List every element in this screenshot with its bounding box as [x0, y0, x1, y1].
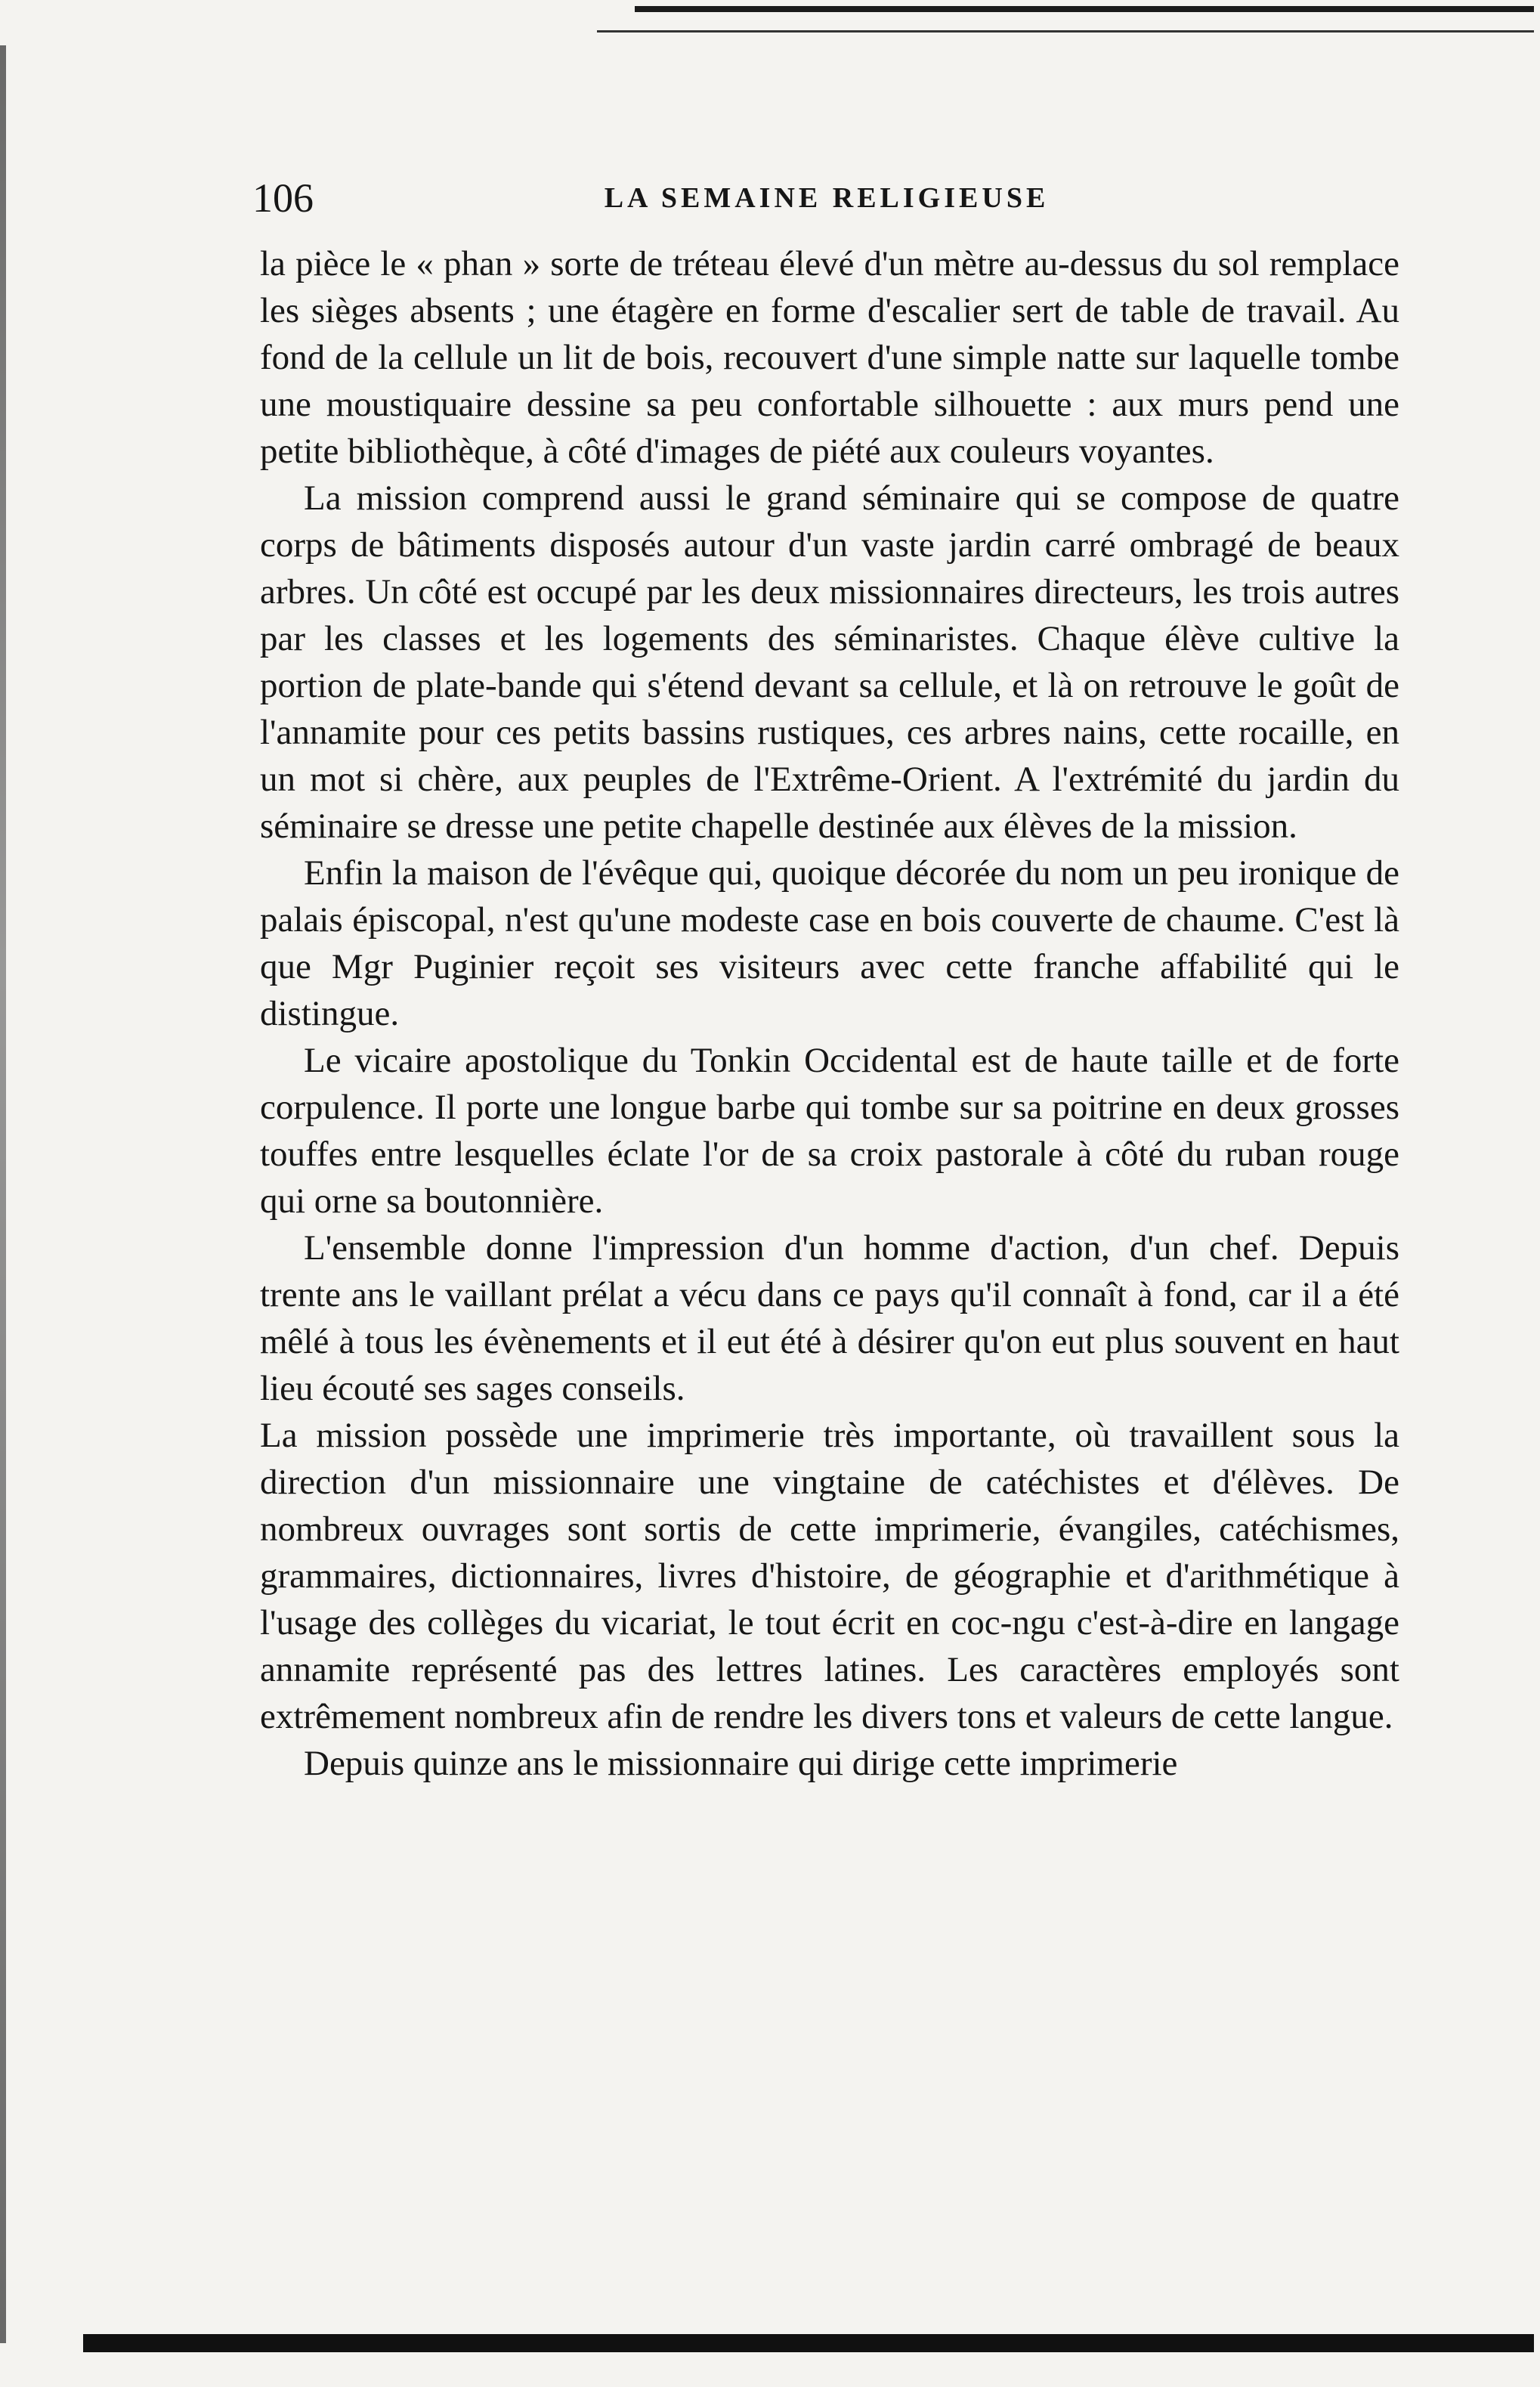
paragraph-depuis: Depuis quinze ans le missionnaire qui dirige cette imprimerie: [304, 1744, 1178, 1783]
paragraph-continuation: la pièce le « phan » sorte de tréteau élevé d'un mètre au-dessus du sol remplace les sièges absents ; une étagère en forme d'escalier sert de table de travail. Au fond de la cellule un lit de bois, recouvert d'une simple natte sur laquelle tombe une moustiquaire dessine sa peu confortable silhouette : aux murs pend une petite bibliothèque, à côté d'images de piété aux couleurs voyantes.: [260, 244, 1399, 471]
paragraph-maison-eveque: Enfin la maison de l'évêque qui, quoique décorée du nom un peu ironique de palais épiscopal, n'est qu'une modeste case en bois couverte de chaume. C'est là que Mgr Puginier reçoit ses visiteurs avec cette franche affabilité qui le distingue.: [260, 853, 1399, 1033]
paragraph-ensemble: L'ensemble donne l'impression d'un homme d'action, d'un chef. Depuis trente ans le vaillant prélat a vécu dans ce pays qu'il connaît à fond, car il a été mêlé à tous les évènements et il eut été à désirer qu'on eut plus souvent en haut lieu écouté ses sages conseils.: [260, 1228, 1399, 1408]
scan-bottom-rule: [83, 2334, 1534, 2352]
paragraph-vicaire: Le vicaire apostolique du Tonkin Occidental est de haute taille et de forte corpulence. Il porte une longue barbe qui tombe sur sa poitrine en deux grosses touffes entre lesquelles éclate l'or de sa croix pastorale à côté du ruban rouge qui orne sa boutonnière.: [260, 1041, 1399, 1221]
running-title: LA SEMAINE RELIGIEUSE: [604, 182, 1050, 214]
paragraph-seminaire: La mission comprend aussi le grand séminaire qui se compose de quatre corps de bâtiments disposés autour d'un vaste jardin carré ombragé de beaux arbres. Un côté est occupé par les deux missionnaires directeurs, les trois autres par les classes et les logements des séminaristes. Chaque élève cultive la portion de plate-bande qui s'étend devant sa cellule, et là on retrouve le goût de l'annamite pour ces petits bassins rustiques, ces arbres nains, cette rocaille, en un mot si chère, aux peuples de l'Extrême-Orient. A l'extrémité du jardin du séminaire se dresse une petite chapelle destinée aux élèves de la mission.: [260, 478, 1399, 846]
page-header: [252, 168, 1401, 228]
page-number: 106: [252, 175, 314, 221]
paragraph-imprimerie: La mission possède une imprimerie très importante, où travaillent sous la direction d'un missionnaire une vingtaine de catéchistes et d'élèves. De nombreux ouvrages sont sortis de cette imprimerie, évangiles, catéchismes, grammaires, dictionnaires, livres d'histoire, de géographie et d'arithmétique à l'usage des collèges du vicariat, le tout écrit en coc-ngu c'est-à-dire en langage annamite représenté pas des lettres latines. Les caractères employés sont extrêmement nombreux afin de rendre les divers tons et valeurs de cette langue.: [260, 1416, 1399, 1736]
scan-binding-edge: [0, 45, 6, 2343]
body-text: [260, 240, 1399, 1787]
scan-top-rule: [635, 6, 1534, 12]
scan-top-thin-rule: [597, 30, 1534, 33]
